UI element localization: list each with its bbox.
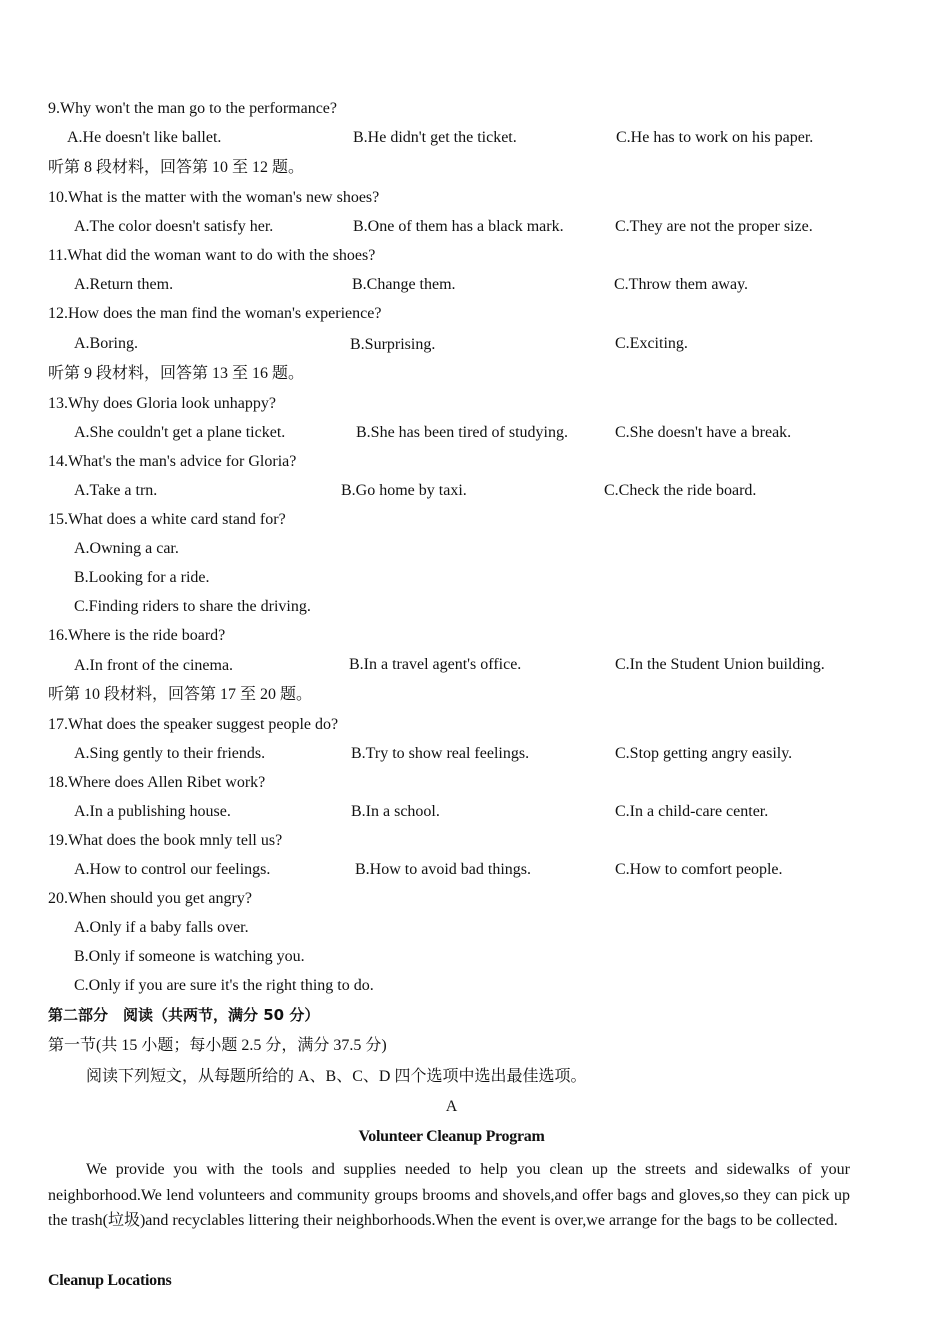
option-c: C.Exciting. [615, 335, 688, 352]
option-c: C.Throw them away. [614, 276, 749, 293]
passage-title: Volunteer Cleanup Program [358, 1128, 545, 1145]
part-heading: 第二部分 阅读（共两节，满分 50 分） [48, 1006, 320, 1024]
reading-instruction: 阅读下列短文，从每题所给的 A、B、C、D 四个选项中选出最佳选项。 [86, 1068, 587, 1085]
option-a: A.Take a trn. [74, 482, 158, 499]
option-a: A.In a publishing house. [74, 803, 231, 820]
option-c: C.Finding riders to share the driving. [74, 598, 311, 615]
option-b: B.Surprising. [350, 336, 436, 353]
option-b: B.In a school. [351, 803, 440, 820]
option-a: A.He doesn't like ballet. [67, 129, 222, 146]
option-b: B.Change them. [352, 276, 456, 293]
option-a: A.Only if a baby falls over. [74, 919, 249, 936]
section-heading: 第一节(共 15 小题；每小题 2.5 分，满分 37.5 分) [48, 1037, 387, 1054]
option-c: C.He has to work on his paper. [616, 129, 814, 146]
passage-subheading: Cleanup Locations [48, 1272, 172, 1289]
option-a: A.How to control our feelings. [74, 861, 271, 878]
question-20: 20.When should you get angry? [48, 890, 252, 907]
question-10: 10.What is the matter with the woman's new shoes? [48, 189, 380, 206]
option-b: B.Go home by taxi. [341, 482, 467, 499]
option-b: B.One of them has a black mark. [353, 218, 564, 235]
option-a: A.The color doesn't satisfy her. [74, 218, 274, 235]
question-18: 18.Where does Allen Ribet work? [48, 774, 266, 791]
section-instruction: 听第 8 段材料，回答第 10 至 12 题。 [48, 159, 305, 176]
question-16: 16.Where is the ride board? [48, 627, 226, 644]
question-12: 12.How does the man find the woman's experience? [48, 305, 382, 322]
question-19: 19.What does the book mnly tell us? [48, 832, 283, 849]
question-13: 13.Why does Gloria look unhappy? [48, 395, 276, 412]
question-17: 17.What does the speaker suggest people do? [48, 716, 339, 733]
section-instruction: 听第 9 段材料，回答第 13 至 16 题。 [48, 365, 305, 382]
option-c: C.How to comfort people. [615, 861, 783, 878]
option-b: B.In a travel agent's office. [349, 656, 522, 673]
question-11: 11.What did the woman want to do with the shoes? [48, 247, 376, 264]
option-a: A.Sing gently to their friends. [74, 745, 266, 762]
passage-paragraph: We provide you with the tools and supplies needed to help you clean up the streets and sidewalks of your neighborhood.We lend volunteers and community groups brooms and shovels,and offer bags and gloves,so they can pick up the trash(垃圾)and recyclables littering their neighborhoods.When the event is over,we arrange for the bags to be collected. [48, 1161, 850, 1229]
option-b: B.Try to show real feelings. [351, 745, 530, 762]
option-b: B.Looking for a ride. [74, 569, 210, 586]
option-c: C.In the Student Union building. [615, 656, 825, 673]
option-c: C.Check the ride board. [604, 482, 757, 499]
option-a: A.In front of the cinema. [74, 657, 234, 674]
option-b: B.He didn't get the ticket. [353, 129, 517, 146]
option-b: B.How to avoid bad things. [355, 861, 531, 878]
option-c: C.They are not the proper size. [615, 218, 813, 235]
option-b: B.Only if someone is watching you. [74, 948, 305, 965]
option-a: A.Return them. [74, 276, 174, 293]
option-c: C.Only if you are sure it's the right thing to do. [74, 977, 374, 994]
option-c: C.Stop getting angry easily. [615, 745, 793, 762]
option-a: A.Boring. [74, 335, 138, 352]
option-b: B.She has been tired of studying. [356, 424, 568, 441]
section-instruction: 听第 10 段材料，回答第 17 至 20 题。 [48, 686, 313, 703]
question-14: 14.What's the man's advice for Gloria? [48, 453, 297, 470]
option-c: C.She doesn't have a break. [615, 424, 792, 441]
option-c: C.In a child-care center. [615, 803, 769, 820]
option-a: A.She couldn't get a plane ticket. [74, 424, 286, 441]
passage-letter: A [445, 1098, 458, 1115]
option-a: A.Owning a car. [74, 540, 179, 557]
question-15: 15.What does a white card stand for? [48, 511, 286, 528]
question-9: 9.Why won't the man go to the performance? [48, 100, 338, 117]
